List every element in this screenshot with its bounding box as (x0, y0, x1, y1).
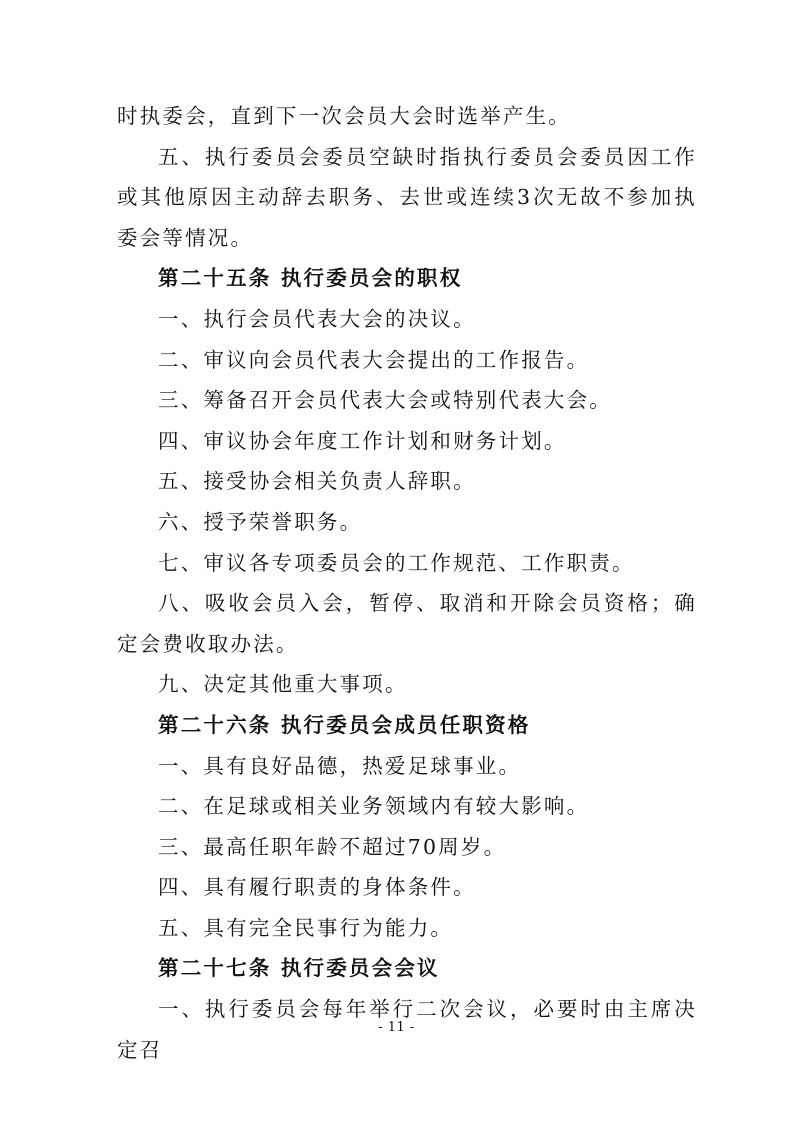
paragraph: 五、具有完全民事行为能力。 (158, 915, 454, 940)
paragraph: 二、在足球或相关业务领域内有较大影响。 (158, 794, 590, 819)
paragraph: 八、吸收会员入会，暂停、取消和开除会员资格；确定会费收取办法。 (117, 591, 697, 656)
paragraph: 五、执行委员会委员空缺时指执行委员会委员因工作或其他原因主动辞去职务、去世或连续3次无故不参加执委会等情况。 (117, 144, 697, 250)
page-number: - 11 - (378, 1020, 415, 1035)
paragraph: 九、决定其他重大事项。 (158, 672, 408, 697)
paragraph: 六、授予荣誉职务。 (158, 509, 363, 534)
paragraph: 一、执行委员会每年举行二次会议，必要时由主席决定召 (117, 997, 697, 1062)
article-heading: 第二十六条 执行委员会成员任职资格 (158, 712, 531, 737)
body-text (117, 96, 697, 1070)
paragraph: 三、筹备召开会员代表大会或特别代表大会。 (158, 388, 612, 413)
paragraph: 四、具有履行职责的身体条件。 (158, 875, 476, 900)
paragraph: 七、审议各专项委员会的工作规范、工作职责。 (158, 550, 635, 575)
article-heading: 第二十七条 执行委员会会议 (158, 956, 440, 981)
paragraph: 三、最高任职年龄不超过70周岁。 (158, 834, 507, 859)
article-heading: 第二十五条 执行委员会的职权 (158, 266, 463, 291)
paragraph: 五、接受协会相关负责人辞职。 (158, 469, 476, 494)
paragraph: 一、具有良好品德，热爱足球事业。 (158, 753, 522, 778)
paragraph: 二、审议向会员代表大会提出的工作报告。 (158, 347, 590, 372)
paragraph: 四、审议协会年度工作计划和财务计划。 (158, 428, 567, 453)
paragraph: 时执委会，直到下一次会员大会时选举产生。 (117, 104, 571, 128)
paragraph: 一、执行会员代表大会的决议。 (158, 306, 476, 331)
